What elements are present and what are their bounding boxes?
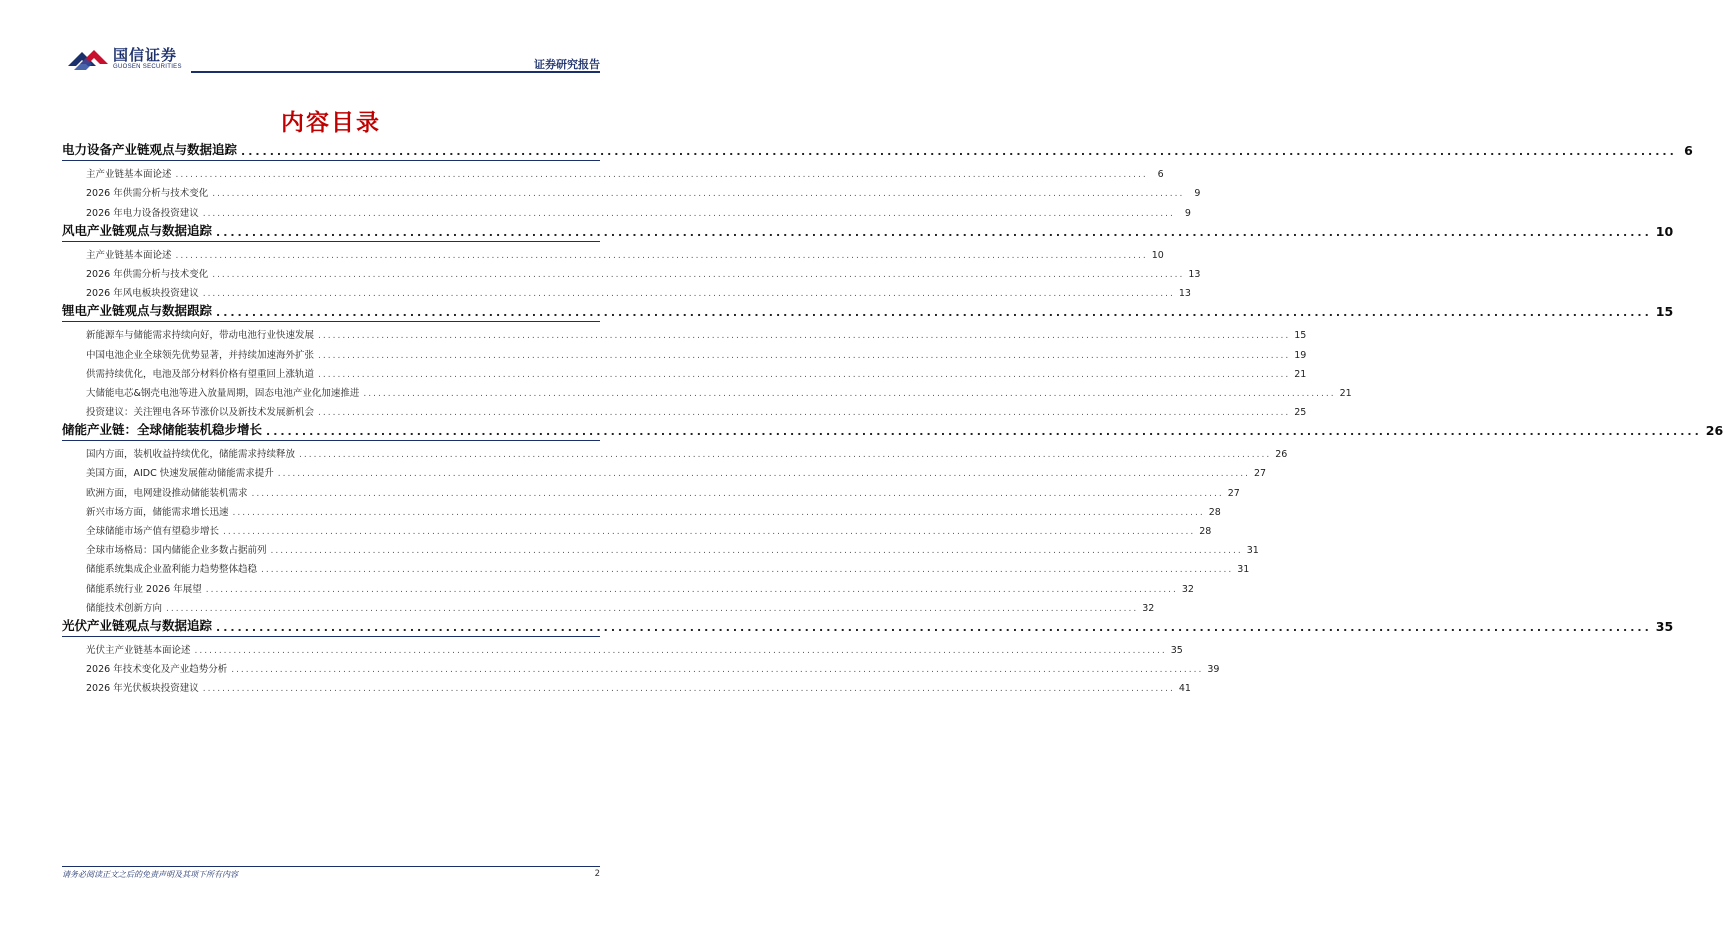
- guosen-logo-icon: [66, 42, 110, 76]
- toc-entry-title: 2026 年技术变化及产业趋势分析: [86, 664, 228, 676]
- toc-section-heading[interactable]: [62, 140, 1693, 161]
- toc-leader-dots: ........................................................................................................................................................................................................: [175, 250, 1148, 261]
- toc-leader-dots: ........................................................................................................................................................................................................: [212, 189, 1185, 200]
- toc-entry-page: 21: [1294, 368, 1307, 380]
- toc-entry-page: 35: [1170, 644, 1183, 656]
- toc-leader-dots: ........................................................................................................................................................................................................: [277, 469, 1250, 480]
- toc-entry-page: 27: [1227, 487, 1240, 499]
- toc-entry[interactable]: [62, 244, 1164, 263]
- toc-entry-page: 39: [1207, 664, 1220, 676]
- logo-english-name: GUOSEN SECURITIES: [113, 64, 182, 70]
- toc-section-heading[interactable]: [62, 420, 1723, 441]
- toc-entry-page: 21: [1339, 387, 1352, 399]
- toc-section-page: 26: [1705, 423, 1723, 439]
- toc-leader-dots: ........................................................................................................................................................................................................: [299, 450, 1272, 461]
- toc-entry-title: 储能系统集成企业盈利能力趋势整体趋稳: [86, 564, 258, 576]
- toc-entry[interactable]: [62, 182, 1201, 201]
- toc-entry-page: 13: [1188, 268, 1201, 280]
- toc-section: [62, 301, 1674, 420]
- toc-entry[interactable]: [62, 558, 1250, 577]
- toc-entry-page: 41: [1178, 683, 1191, 695]
- toc-section-heading[interactable]: [62, 616, 1674, 637]
- toc-entry[interactable]: [62, 462, 1267, 481]
- toc-entry-page: 25: [1294, 407, 1307, 419]
- toc-entry[interactable]: [62, 520, 1212, 539]
- toc-entry-page: 26: [1275, 449, 1288, 461]
- toc-leader-dots: ........................................................................................................................................................................................................: [175, 170, 1148, 181]
- toc-section-title: 光伏产业链观点与数据追踪: [62, 617, 213, 633]
- page-header: [0, 0, 662, 80]
- toc-entry-page: 13: [1178, 288, 1191, 300]
- toc-leader-dots: ........................................................................................................................................................................................................: [261, 565, 1234, 576]
- toc-entry-page: 32: [1142, 602, 1155, 614]
- toc-leader-dots: ........................................................................................................................................................................................................: [202, 684, 1175, 695]
- toc-entry-page: 31: [1237, 564, 1250, 576]
- toc-entry-title: 国内方面，装机收益持续优化，储能需求持续释放: [86, 449, 296, 461]
- toc-entry[interactable]: [62, 401, 1307, 420]
- toc-leader-dots: ........................................................................................................................................................................................................: [251, 488, 1224, 499]
- toc-entry-title: 主产业链基本面论述: [86, 249, 172, 261]
- toc-entry-title: 2026 年风电板块投资建议: [86, 288, 199, 300]
- toc-section-page: 10: [1655, 223, 1674, 239]
- toc-leader-dots: ........................................................................................................................................................................................................: [231, 665, 1204, 676]
- toc-entry-title: 欧洲方面，电网建设推动储能装机需求: [86, 487, 248, 499]
- toc-leader-dots: ........................................................................................................................................................................................................: [166, 603, 1139, 614]
- toc-entry-title: 中国电池企业全球领先优势显著，并持续加速海外扩张: [86, 349, 315, 361]
- toc-entry[interactable]: [62, 658, 1220, 677]
- toc-entry[interactable]: [62, 324, 1307, 343]
- toc-section: [62, 616, 1674, 697]
- toc-section: [62, 420, 1723, 616]
- toc-leader-dots: ........................................................................................................................................................................................................: [216, 306, 1652, 320]
- toc-section-title: 电力设备产业链观点与数据追踪: [62, 142, 238, 157]
- toc-entry-title: 全球储能市场产值有望稳步增长: [86, 526, 220, 537]
- logo-chinese-name: 国信证券: [113, 46, 178, 64]
- toc-leader-dots: ........................................................................................................................................................................................................: [212, 269, 1185, 280]
- toc-section-heading[interactable]: [62, 301, 1674, 322]
- toc-leader-dots: ........................................................................................................................................................................................................: [216, 225, 1652, 239]
- header-divider: [191, 71, 600, 73]
- toc-entry-page: 28: [1199, 526, 1212, 537]
- toc-section-page: 6: [1684, 143, 1693, 158]
- toc-title: 内容目录: [281, 110, 381, 136]
- toc-entry-title: 2026 年电力设备投资建议: [86, 207, 199, 219]
- toc-entry[interactable]: [62, 201, 1191, 220]
- toc-leader-dots: ........................................................................................................................................................................................................: [318, 350, 1291, 361]
- toc-entry-title: 新兴市场方面，储能需求增长迅速: [86, 506, 229, 518]
- toc-entry[interactable]: [62, 263, 1201, 282]
- toc-entry-title: 大储能电芯&钢壳电池等进入放量周期，固态电池产业化加速推进: [86, 387, 360, 399]
- toc-entry[interactable]: [62, 597, 1155, 616]
- toc-entry-title: 2026 年光伏板块投资建议: [86, 683, 199, 695]
- toc-entry[interactable]: [62, 577, 1194, 596]
- toc-section-title: 储能产业链：全球储能装机稳步增长: [62, 422, 263, 438]
- toc-section-title: 锂电产业链观点与数据跟踪: [62, 303, 213, 319]
- toc-entry[interactable]: [62, 639, 1183, 658]
- toc-entry-title: 供需持续优化，电池及部分材料价格有望重回上涨轨道: [86, 368, 315, 380]
- toc-leader-dots: ........................................................................................................................................................................................................: [318, 331, 1291, 342]
- toc-entry-title: 2026 年供需分析与技术变化: [86, 188, 209, 200]
- toc-entry[interactable]: [62, 343, 1307, 362]
- toc-entry[interactable]: [62, 677, 1191, 696]
- toc-entry-page: 9: [1184, 207, 1191, 219]
- toc-leader-dots: ........................................................................................................................................................................................................: [266, 425, 1702, 439]
- toc-entry[interactable]: [62, 501, 1221, 520]
- toc-entry-page: 19: [1294, 349, 1307, 361]
- toc-entry[interactable]: [62, 539, 1259, 558]
- toc-leader-dots: ........................................................................................................................................................................................................: [318, 369, 1291, 380]
- toc-entry-title: 美国方面，AIDC 快速发展催动储能需求提升: [86, 468, 274, 480]
- toc-entry-page: 28: [1208, 506, 1221, 518]
- toc-entry[interactable]: [62, 282, 1191, 301]
- toc-entry[interactable]: [62, 163, 1164, 182]
- toc-section-title: 风电产业链观点与数据追踪: [62, 222, 213, 238]
- toc-entry-page: 10: [1151, 249, 1164, 261]
- toc-entry-title: 主产业链基本面论述: [86, 169, 172, 181]
- toc-entry[interactable]: [62, 363, 1307, 382]
- toc-leader-dots: ........................................................................................................................................................................................................: [194, 645, 1167, 656]
- toc-section-heading[interactable]: [62, 221, 1674, 242]
- toc-section: [62, 140, 1693, 221]
- toc-entry-title: 新能源车与储能需求持续向好，带动电池行业快速发展: [86, 330, 315, 342]
- toc-entry-title: 投资建议：关注锂电各环节涨价以及新技术发展新机会: [86, 407, 315, 419]
- toc-entry-title: 全球市场格局：国内储能企业多数占据前列: [86, 545, 267, 557]
- toc-leader-dots: ........................................................................................................................................................................................................: [241, 145, 1677, 158]
- toc-leader-dots: ........................................................................................................................................................................................................: [318, 408, 1291, 419]
- page-number: 2: [594, 869, 600, 879]
- report-type-label: 证券研究报告: [534, 58, 600, 71]
- toc-entry-page: 27: [1253, 468, 1267, 480]
- footer-disclaimer: 请务必阅读正文之后的免责声明及其项下所有内容: [62, 870, 238, 879]
- toc-leader-dots: ........................................................................................................................................................................................................: [202, 289, 1175, 300]
- toc-section-page: 15: [1655, 304, 1674, 320]
- toc-entry[interactable]: [62, 481, 1240, 500]
- toc-entry-title: 储能系统行业 2026 年展望: [86, 583, 202, 595]
- table-of-contents: [62, 140, 1723, 696]
- toc-entry-page: 31: [1246, 545, 1259, 557]
- toc-leader-dots: ........................................................................................................................................................................................................: [223, 527, 1196, 537]
- toc-entry-page: 32: [1181, 583, 1194, 595]
- toc-entry-page: 6: [1157, 169, 1164, 181]
- toc-entry[interactable]: [62, 443, 1288, 462]
- toc-leader-dots: ........................................................................................................................................................................................................: [205, 584, 1178, 595]
- toc-leader-dots: ........................................................................................................................................................................................................: [363, 388, 1336, 399]
- footer-divider: [62, 866, 600, 867]
- toc-section-page: 35: [1655, 618, 1674, 634]
- toc-leader-dots: ........................................................................................................................................................................................................: [270, 546, 1243, 557]
- toc-leader-dots: ........................................................................................................................................................................................................: [232, 507, 1205, 518]
- toc-entry-page: 9: [1194, 188, 1201, 200]
- toc-leader-dots: ........................................................................................................................................................................................................: [202, 208, 1175, 219]
- toc-entry[interactable]: [62, 382, 1352, 401]
- toc-entry-title: 2026 年供需分析与技术变化: [86, 268, 209, 280]
- guosen-logo: [66, 42, 196, 78]
- toc-entry-page: 15: [1294, 330, 1307, 342]
- toc-entry-title: 储能技术创新方向: [86, 602, 163, 614]
- toc-entry-title: 光伏主产业链基本面论述: [86, 644, 191, 656]
- toc-leader-dots: ........................................................................................................................................................................................................: [216, 620, 1652, 634]
- toc-section: [62, 221, 1674, 302]
